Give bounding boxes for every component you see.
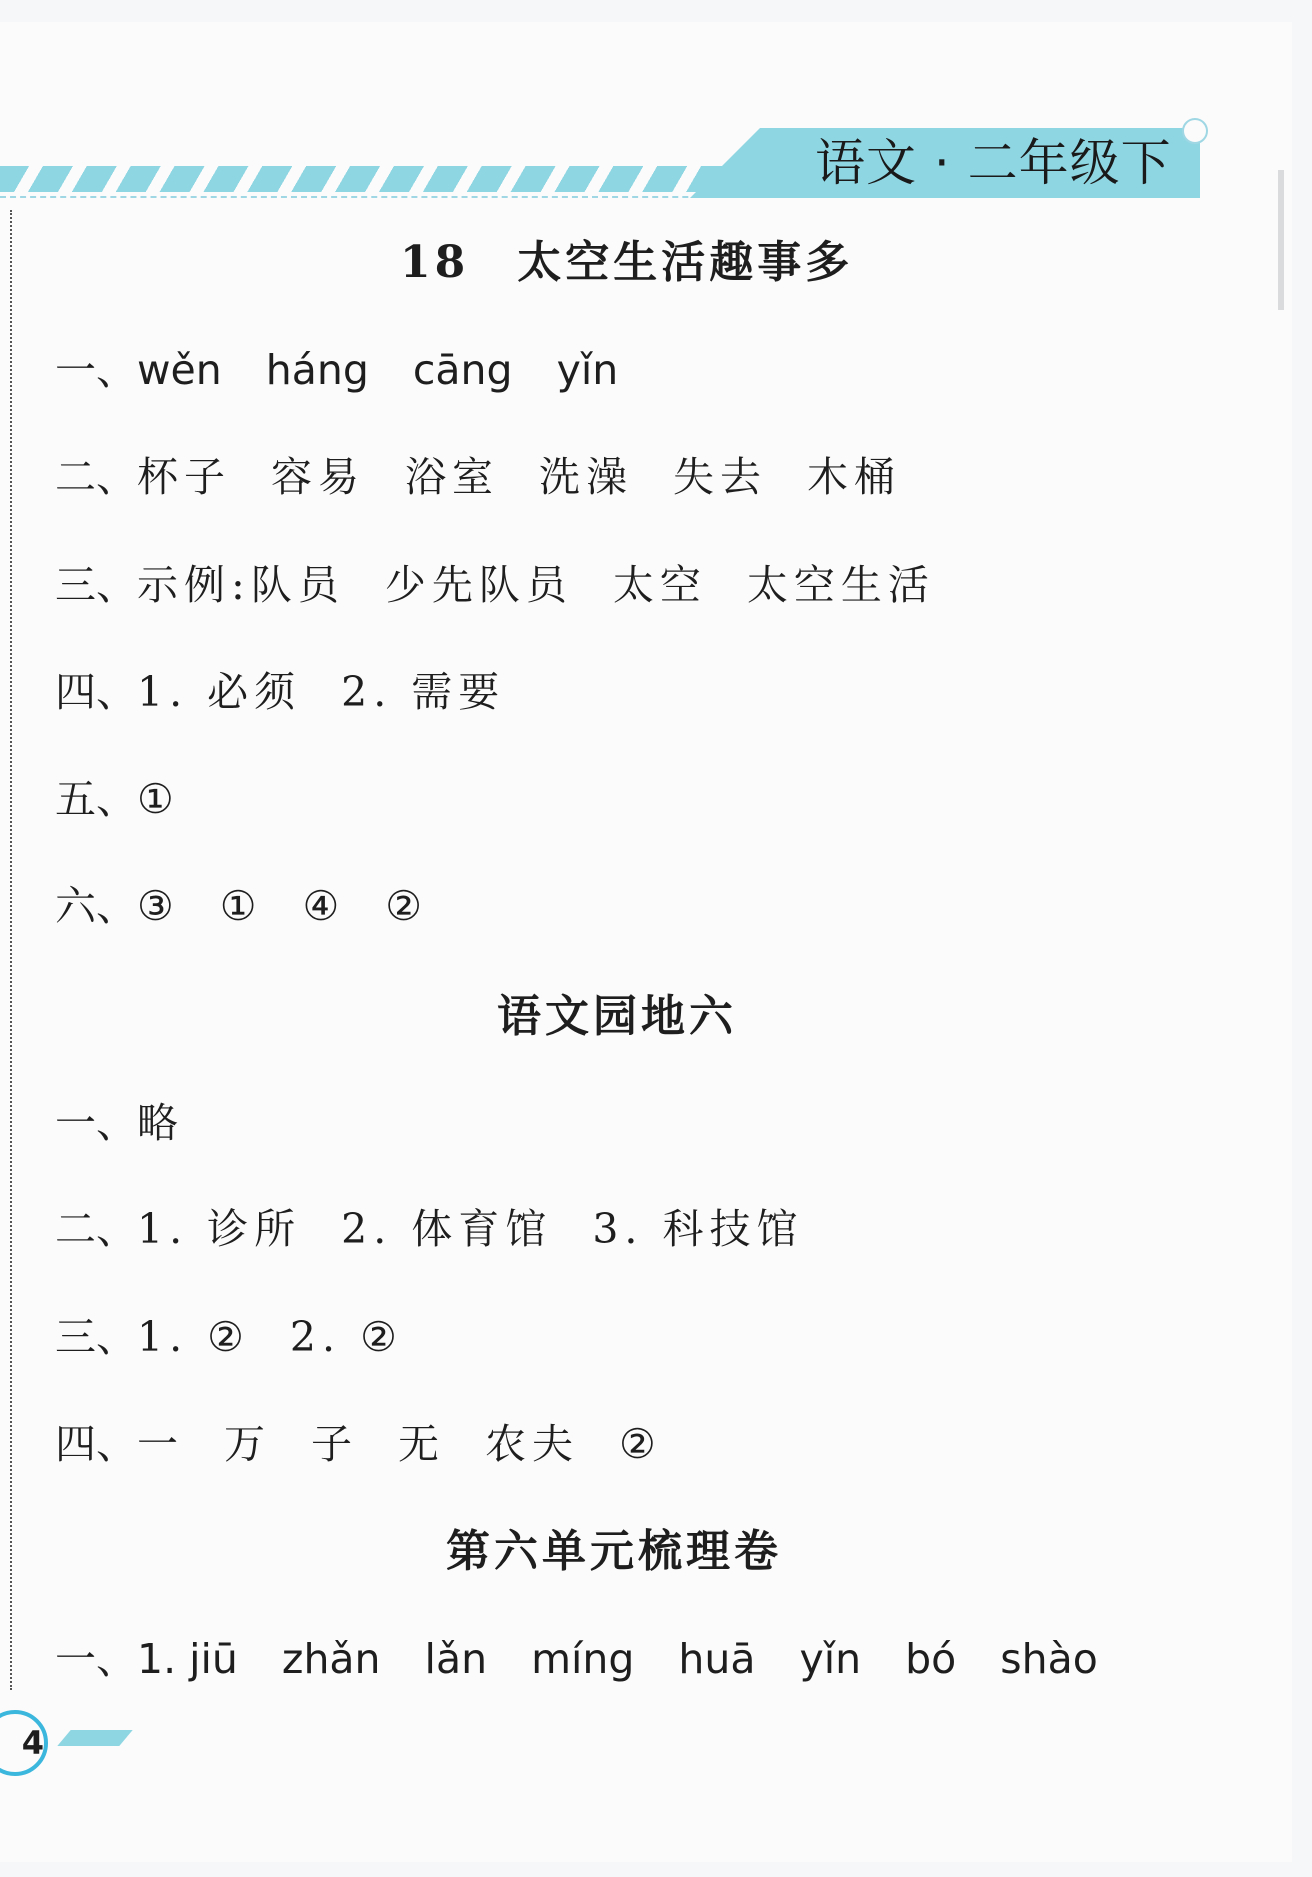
answer-line — [55, 766, 220, 825]
section-title: 18 太空生活趣事多 — [400, 237, 854, 288]
answer-item: háng — [265, 346, 369, 394]
answer-item: 少先队员 — [384, 561, 573, 609]
answer-item: zhǎn — [281, 1635, 381, 1683]
answer-item: 1. ② — [137, 1313, 250, 1361]
answer-line — [55, 337, 662, 396]
answer-label: 三、 — [55, 1313, 137, 1361]
answer-line — [55, 873, 468, 932]
answer-label: 三、 — [55, 561, 137, 609]
header-title: 语文 · 二年级下 — [815, 134, 1172, 192]
answer-item: yǐn — [799, 1635, 862, 1683]
answer-label: 二、 — [55, 1205, 137, 1253]
page-number: 4 — [21, 1724, 44, 1762]
answer-item: ③ — [137, 882, 180, 930]
answer-line — [55, 1626, 1142, 1685]
answer-item: bó — [905, 1635, 957, 1683]
answer-item: 浴室 — [405, 453, 499, 501]
answer-item: 无 — [398, 1420, 445, 1468]
answer-item: wěn — [137, 346, 222, 394]
page-number-badge — [0, 1710, 48, 1776]
answer-item: 1. jiū — [137, 1635, 238, 1683]
header-tab-circle — [1182, 118, 1208, 144]
answer-line — [55, 1411, 702, 1470]
answer-item: 万 — [224, 1420, 271, 1468]
answer-item: 1. 诊所 — [137, 1205, 302, 1253]
answer-item: ① — [137, 775, 180, 823]
section-title: 第六单元梳理卷 — [446, 1526, 782, 1577]
answer-label: 一、 — [55, 1635, 137, 1683]
answer-line — [55, 1090, 224, 1149]
answer-item: ① — [219, 882, 263, 930]
answer-item: ② — [619, 1420, 662, 1468]
answer-line — [55, 1196, 843, 1255]
answer-line — [55, 659, 545, 718]
answer-item: 杯子 — [137, 453, 231, 501]
answer-item: 示例:队员 — [137, 561, 345, 609]
answer-label: 六、 — [55, 882, 137, 930]
answer-label: 四、 — [55, 1420, 137, 1468]
page-edge-shadow — [1278, 170, 1284, 310]
answer-item: lǎn — [424, 1635, 488, 1683]
answer-item: yǐn — [556, 346, 619, 394]
answer-item: 木桶 — [807, 453, 901, 501]
answer-item: 2. ② — [289, 1313, 403, 1361]
answer-line — [55, 552, 975, 611]
answer-item: 2. 需要 — [341, 668, 506, 716]
answer-item: 容易 — [271, 453, 365, 501]
answer-label: 二、 — [55, 453, 137, 501]
answer-item: 太空生活 — [746, 561, 935, 609]
answer-item: 洗澡 — [539, 453, 633, 501]
answer-label: 五、 — [55, 775, 137, 823]
answer-item: 略 — [137, 1099, 184, 1147]
answer-item: 1. 必须 — [137, 668, 302, 716]
answer-line — [55, 1304, 443, 1363]
answer-item: 2. 体育馆 — [341, 1205, 553, 1253]
page — [0, 22, 1292, 1862]
answer-item: 太空 — [612, 561, 707, 609]
answer-item: míng — [531, 1635, 635, 1683]
answer-item: 一 — [137, 1420, 184, 1468]
answer-item: cāng — [412, 346, 513, 394]
answer-item: shào — [1000, 1635, 1098, 1683]
answer-label: 一、 — [55, 1099, 137, 1147]
answer-item: 3. 科技馆 — [592, 1205, 804, 1253]
answer-item: 子 — [311, 1420, 358, 1468]
answer-item: huā — [678, 1635, 756, 1683]
answer-label: 四、 — [55, 668, 137, 716]
answer-item: ② — [385, 882, 429, 930]
answer-item: 农夫 — [485, 1420, 579, 1468]
header-stripes — [0, 166, 760, 192]
binding-margin-rule — [10, 210, 12, 1690]
answer-line — [55, 444, 941, 503]
answer-item: 失去 — [673, 453, 767, 501]
answer-label: 一、 — [55, 346, 137, 394]
answer-item: ④ — [302, 882, 346, 930]
section-title: 语文园地六 — [497, 991, 737, 1042]
